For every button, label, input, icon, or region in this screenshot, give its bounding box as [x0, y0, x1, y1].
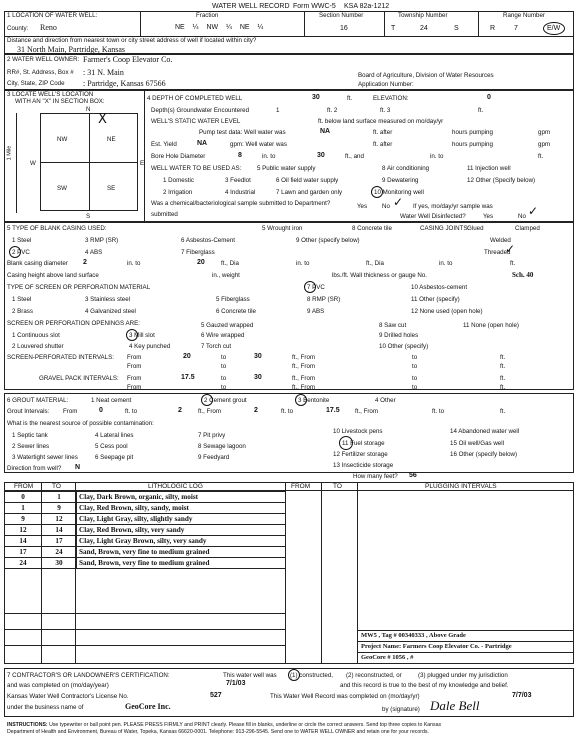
table-row — [5, 547, 286, 558]
use-11: 11 Injection well — [467, 165, 511, 172]
cert-line3a: Kansas Water Well Contractor's License No. — [7, 693, 129, 700]
county-value: Reno — [40, 23, 57, 32]
compass-s: S — [86, 213, 91, 220]
grout-ft-to-3: ft. to — [432, 408, 445, 415]
use-7: 7 Lawn and garden only — [276, 189, 343, 196]
blank-ft-3: ft. — [510, 260, 516, 267]
yield-gpm: gpm — [538, 141, 551, 148]
use-3: 3 Feedlot — [225, 177, 251, 184]
table-row — [5, 558, 286, 569]
log-from-cell: 14 — [5, 536, 42, 547]
src-11-circle — [339, 436, 353, 450]
how-many-feet-value: 56 — [409, 472, 417, 479]
grout-ft-to-2: ft. to — [281, 408, 294, 415]
grout-intervals-label: Grout Intervals: — [7, 408, 50, 415]
src-6: 6 Seepage pit — [95, 454, 134, 461]
casing-6: 6 Asbestos-Cement — [181, 237, 235, 244]
src-10: 10 Livestock pens — [333, 428, 383, 435]
openings-label: SCREEN OR PERFORATION OPENINGS ARE: — [7, 320, 140, 327]
static-level-label: WELL'S STATIC WATER LEVEL — [151, 118, 241, 125]
log-to-cell: 30 — [42, 558, 77, 569]
opening-8: 8 Saw cut — [379, 322, 407, 329]
casing-1: 1 Steel — [12, 237, 32, 244]
cert-by-signature: by (signature) — [382, 706, 420, 713]
elevation-label: ELEVATION: — [373, 95, 409, 102]
use-10: 10 Monitoring well — [374, 189, 424, 196]
grout-1: 1 Neat cement — [91, 397, 132, 404]
cert-line3b: This Water Well Record was completed on (mo/day/yr) — [270, 693, 420, 700]
screen-2: 2 Brass — [12, 308, 33, 315]
bore-in-to: in. to — [262, 153, 276, 160]
quadrant-sw: SW — [57, 185, 67, 192]
yield-hours: hours pumping — [452, 141, 493, 148]
section-5-casing — [4, 222, 574, 390]
use-5: 5 Public water supply — [257, 165, 316, 172]
bore-to-value: 30 — [317, 152, 325, 159]
src-2: 2 Sewer lines — [12, 443, 50, 450]
screen-5: 5 Fiberglass — [216, 296, 250, 303]
cert-license: 527 — [210, 692, 222, 699]
log-to-cell: 24 — [42, 547, 77, 558]
cert-line2b: and this record is true to the best of my knowledge and belief. — [340, 682, 509, 689]
pump-test-value: NA — [320, 128, 331, 135]
mile-label: 1 Mile — [6, 145, 13, 161]
use-12: 12 Other (Specify below) — [467, 177, 536, 184]
joints-welded: Welded — [490, 237, 511, 244]
use-2: 2 Irrigation — [163, 189, 193, 196]
board-label: Board of Agriculture, Division of Water Resources — [358, 72, 494, 79]
log-to-header: TO — [52, 483, 61, 490]
log-desc-cell: Clay, Light Gray Brown, silty, very sandy — [77, 536, 286, 547]
township-t: T — [391, 25, 396, 32]
instructions-line-1: INSTRUCTIONS: Use typewriter or ball point pen. PLEASE PRESS FIRMLY and PRINT clearly. Please fill in blanks, underline or circle the correct answers. Send top three copies to Kansas — [7, 722, 442, 728]
lithologic-log-table — [4, 491, 286, 569]
certification-label: 7 CONTRACTOR'S OR LANDOWNER'S CERTIFICATION: — [7, 672, 170, 679]
screen-11: 11 Other (specify) — [411, 296, 460, 303]
city-label: City, State, ZIP Code — [7, 80, 65, 87]
groundwater-1: 1 — [276, 107, 280, 114]
gp-ft-from-1: ft., From — [292, 375, 316, 382]
address-label: RR#, St. Address, Box # — [7, 69, 74, 76]
fraction-label: Fraction — [196, 12, 219, 19]
locate-label: 3 LOCATE WELL'S LOCATION — [7, 91, 94, 98]
joints-glued: Glued — [467, 225, 484, 232]
county-label: County: — [7, 25, 29, 32]
owner-label: 2 WATER WELL OWNER: — [7, 56, 80, 63]
opening-3-circle — [126, 329, 138, 341]
use-6: 6 Oil field water supply — [276, 177, 339, 184]
grout-to-2-value: 17.5 — [326, 407, 340, 414]
use-label: WELL WATER TO BE USED AS: — [151, 165, 242, 172]
direction-value: N — [75, 464, 81, 471]
section-number-value: 16 — [340, 25, 348, 32]
static-level-rest: ft. below land surface measured on mo/day/yr — [318, 118, 444, 125]
blank-in-to: in. to — [127, 260, 141, 267]
range-value: 7 — [514, 25, 518, 32]
blank-in-to-3: in. to — [439, 260, 453, 267]
log-note-project: Project Name: Farmers Coop Elevator Co. - Partridge — [361, 643, 512, 650]
log-to-cell: 9 — [42, 503, 77, 514]
gp-to-4: to — [412, 384, 418, 391]
gp-to-1-value: 30 — [254, 374, 262, 381]
cert-reconstructed: (2) reconstructed, or — [346, 672, 402, 679]
cert-line1a: This water well was — [223, 672, 277, 679]
contamination-label: What is the nearest source of possible contamination: — [7, 420, 154, 427]
log-desc-cell: Clay, Light Gray, silty, slightly sandy — [77, 514, 286, 525]
groundwater-label: Depth(s) Groundwater Encountered — [151, 107, 250, 114]
disinfected-no: No — [518, 213, 526, 220]
gp-to-3: to — [221, 384, 227, 391]
joints-label: CASING JOINTS: — [420, 225, 470, 232]
gp-from-1: From — [127, 375, 142, 382]
casing-label: 5 TYPE OF BLANK CASING USED: — [7, 225, 107, 232]
cert-plugged: (3) plugged under my jurisdiction — [418, 672, 508, 679]
yield-ft-after: ft. after — [373, 141, 393, 148]
address-value: : 31 N. Main — [83, 68, 124, 77]
sp-from-2: From — [127, 363, 142, 370]
sp-ft-from-1: ft., From — [292, 354, 316, 361]
cert-line4a: under the business name of — [7, 704, 84, 711]
gp-ft-4: ft. — [500, 384, 506, 391]
sp-from-1-value: 20 — [183, 353, 191, 360]
casing-8: 8 Concrete tile — [352, 225, 392, 232]
form-title: WATER WELL RECORD — [212, 3, 290, 10]
gp-to-2: to — [412, 375, 418, 382]
opening-1: 1 Continuous slot — [12, 332, 60, 339]
log-from-cell: 17 — [5, 547, 42, 558]
fraction-value: NE ¼ NW ¼ NE ¼ — [175, 24, 264, 31]
pump-test-label: Pump test data: Well water was — [199, 129, 286, 136]
bact-no-check: ✓ — [393, 195, 404, 209]
opening-2: 2 Louvered shutter — [12, 343, 64, 350]
use-8: 8 Air conditioning — [382, 165, 430, 172]
opening-6: 6 Wire wrapped — [201, 332, 245, 339]
opening-4: 4 Key punched — [129, 343, 171, 350]
src-1: 1 Septic tank — [12, 432, 48, 439]
casing-4: 4 ABS — [85, 249, 103, 256]
gp-from-2: From — [127, 384, 142, 391]
src-5: 5 Cess pool — [95, 443, 128, 450]
table-row — [5, 503, 286, 514]
screen-8: 8 RMP (SR) — [307, 296, 341, 303]
quadrant-nw: NW — [57, 136, 68, 143]
table-row — [5, 536, 286, 547]
sp-to-4: to — [412, 363, 418, 370]
disinfected-no-check: ✓ — [528, 204, 539, 218]
depth-label: 4 DEPTH OF COMPLETED WELL — [147, 95, 243, 102]
cert-date2: 7/7/03 — [512, 692, 532, 699]
groundwater-ft-3: ft. — [478, 107, 484, 114]
src-15: 15 Oil well/Gas well — [450, 440, 504, 447]
src-12: 12 Fertilizer storage — [333, 451, 388, 458]
log-desc-cell: Sand, Brown, very fine to medium grained — [77, 547, 286, 558]
range-w-circle — [543, 22, 565, 35]
sp-ft-4: ft. — [500, 363, 506, 370]
quadrant-se: SE — [107, 185, 116, 192]
compass-n: N — [86, 106, 91, 113]
grout-from-label: From — [63, 408, 78, 415]
quadrant-ne: NE — [107, 136, 116, 143]
owner-value: Farmer's Coop Elevator Co. — [83, 55, 173, 64]
grout-label: 6 GROUT MATERIAL: — [7, 397, 69, 404]
bore-value: 8 — [238, 152, 242, 159]
wall-thickness-label: lbs./ft. Wall thickness or gauge No. — [332, 272, 428, 279]
sp-from-1: From — [127, 354, 142, 361]
well-location-x: X — [98, 112, 107, 127]
src-16: 16 Other (specify below) — [450, 451, 518, 458]
screen-12: 12 None used (open hole) — [411, 308, 483, 315]
opening-11: 11 None (open hole) — [463, 322, 519, 329]
plug-intervals-header: PLUGGING INTERVALS — [425, 483, 497, 490]
section-number-label: Section Number — [319, 12, 364, 19]
src-14: 14 Abandoned water well — [450, 428, 520, 435]
bact-no: No — [382, 203, 390, 210]
cert-date1: 7/1/03 — [226, 680, 246, 687]
yield-rest: gpm: Well water was — [230, 141, 287, 148]
bact-yes: Yes — [357, 203, 368, 210]
how-many-feet-label: How many feet? — [353, 473, 398, 480]
cert-business: GeoCore Inc. — [125, 702, 171, 711]
use-10-circle — [371, 186, 383, 198]
log-from-header: FROM — [14, 483, 34, 490]
grout-from-value: 0 — [99, 407, 103, 414]
range-r: R — [490, 25, 496, 32]
src-11: 11 Fuel storage — [342, 440, 385, 447]
gp-ft-2: ft. — [500, 375, 506, 382]
disinfected-label: Water Well Disinfected? — [400, 213, 466, 220]
yield-value: NA — [197, 140, 208, 147]
joints-clamped: Clamped — [515, 225, 540, 232]
grout-ft-3: ft. — [500, 408, 506, 415]
plug-from-header: FROM — [291, 483, 311, 490]
use-9: 9 Dewatering — [382, 177, 419, 184]
blank-in-to-2: in. to — [296, 260, 310, 267]
casing-3: 3 RMP (SR) — [85, 237, 119, 244]
screen-material-label: TYPE OF SCREEN OR PERFORATION MATERIAL — [7, 284, 151, 291]
log-from-cell: 24 — [5, 558, 42, 569]
opening-10: 10 Other (specify) — [379, 343, 429, 350]
log-from-cell: 9 — [5, 514, 42, 525]
sp-to-2: to — [412, 354, 418, 361]
cert-line2a: and was completed on (mo/day/year) — [7, 682, 109, 689]
screen-1: 1 Steel — [12, 296, 32, 303]
threaded-check: ✓ — [505, 242, 516, 256]
opening-7: 7 Torch cut — [201, 343, 232, 350]
grout-from-2-value: 2 — [254, 407, 258, 414]
blank-diameter-value: 2 — [83, 259, 87, 266]
grout-ft-to: ft. to — [125, 408, 138, 415]
src-3: 3 Watertight sewer lines — [12, 454, 78, 461]
screen-7: 7 PVC — [307, 284, 325, 291]
bore-in-to-2: in. to — [430, 153, 444, 160]
form-number: Form WWC-5 — [293, 3, 336, 10]
groundwater-ft-1: ft. 2 — [327, 107, 338, 114]
src-7: 7 Pit privy — [198, 432, 226, 439]
log-to-cell: 17 — [42, 536, 77, 547]
blank-ft-dia-2: ft., Dia — [366, 260, 384, 267]
distance-value: 31 North Main, Partridge, Kansas — [17, 45, 125, 54]
opening-3: 3 Mill slot — [129, 332, 155, 339]
bore-and: ft., and — [345, 153, 364, 160]
elevation-value: 0 — [487, 94, 491, 101]
grout-4: 4 Other — [375, 397, 396, 404]
plug-to-header: TO — [333, 483, 342, 490]
casing-2: 2 PVC — [12, 249, 30, 256]
yield-label: Est. Yield — [151, 141, 177, 148]
casing-height-label: Casing height above land surface — [7, 272, 99, 279]
log-from-cell: 12 — [5, 525, 42, 536]
bore-ft: ft. — [538, 153, 544, 160]
log-to-cell: 12 — [42, 514, 77, 525]
casing-9: 9 Other (specify below) — [296, 237, 360, 244]
log-to-cell: 14 — [42, 525, 77, 536]
bact-submitted: submitted — [151, 211, 178, 218]
wall-thickness-value: Sch. 40 — [512, 271, 534, 279]
grout-2-circle — [201, 394, 213, 406]
src-9: 9 Feedyard — [198, 454, 230, 461]
location-label: 1 LOCATION OF WATER WELL: — [7, 12, 98, 19]
depth-value: 30 — [312, 94, 320, 101]
range-label: Range Number — [503, 12, 545, 19]
cert-constructed-circle — [288, 669, 300, 681]
log-from-cell: 0 — [5, 492, 42, 503]
disinfected-yes: Yes — [483, 213, 494, 220]
log-desc-cell: Clay, Red Brown, silty, very sandy — [77, 525, 286, 536]
pump-ft-after: ft. after — [373, 129, 393, 136]
city-value: : Partridge, Kansas 67566 — [83, 79, 166, 88]
bact-sample-label: Was a chemical/bacteriological sample submitted to Department? — [151, 200, 331, 207]
distance-label: Distance and direction from nearest town or city street address of well if located within city? — [7, 37, 257, 44]
use-1: 1 Domestic — [163, 177, 194, 184]
sp-ft-from-2: ft., From — [292, 363, 316, 370]
joints-threaded: Threaded — [484, 249, 511, 256]
log-note-geocore: GeoCore # 1056 , # — [361, 654, 414, 661]
opening-9: 9 Drilled holes — [379, 332, 419, 339]
pump-gpm: gpm — [538, 129, 551, 136]
casing-weight: in., weight — [212, 272, 240, 279]
screen-9: 9 ABS — [307, 308, 325, 315]
log-note-mw5: MW5 , Tag # 00340333 , Above Grade — [361, 632, 466, 639]
src-13: 13 Insecticide storage — [333, 462, 394, 469]
log-from-cell: 1 — [5, 503, 42, 514]
range-ew: E/W — [547, 25, 561, 32]
grout-to-value: 2 — [178, 407, 182, 414]
screen-6: 6 Concrete tile — [216, 308, 256, 315]
direction-label: Direction from well? — [7, 465, 62, 472]
grout-3: 3 Bentonite — [298, 397, 330, 404]
screen-4: 4 Galvanized steel — [85, 308, 136, 315]
township-label: Township Number — [398, 12, 448, 19]
signature: Dale Bell — [430, 698, 480, 713]
blank-diameter-label: Blank casing diameter — [7, 260, 68, 267]
screen-10: 10 Asbestos-cement — [411, 284, 468, 291]
grout-2: 2 Cement grout — [204, 397, 247, 404]
src-4: 4 Lateral lines — [95, 432, 134, 439]
casing-5: 5 Wrought iron — [262, 225, 303, 232]
grout-3-circle — [295, 394, 307, 406]
opening-5: 5 Gauzed wrapped — [201, 322, 254, 329]
log-desc-cell: Sand, Brown, very fine to medium grained — [77, 558, 286, 569]
casing-2-circle — [9, 246, 21, 258]
instructions-line-2: Department of Health and Environment, Bureau of Water, Topeka, Kansas 66620-0001. Telephone: 913-296-5545. Send one to WATER WELL OWNER and retain one for your records. — [7, 729, 429, 735]
form-ksa: KSA 82a-1212 — [344, 3, 390, 10]
sp-to-3: to — [221, 363, 227, 370]
township-value: 24 — [420, 25, 428, 32]
log-desc-cell: Clay, Red Brown, silty, sandy, moist — [77, 503, 286, 514]
table-row — [5, 514, 286, 525]
log-to-cell: 1 — [42, 492, 77, 503]
township-s: S — [454, 25, 459, 32]
sp-to-1: to — [221, 354, 227, 361]
gp-from-1-value: 17.5 — [181, 374, 195, 381]
gp-to-1: to — [221, 375, 227, 382]
casing-7: 7 Fiberglass — [181, 249, 215, 256]
blank-ft-dia: ft., Dia — [221, 260, 239, 267]
bore-label: Bore Hole Diameter — [151, 153, 206, 160]
table-row — [5, 525, 286, 536]
compass-e: E — [140, 160, 145, 167]
gravel-intervals-label: GRAVEL PACK INTERVALS: — [39, 375, 119, 382]
blank-to-value: 20 — [197, 259, 205, 266]
use-4: 4 Industrial — [225, 189, 256, 196]
grout-ft-from: ft., From — [198, 408, 222, 415]
application-number-label: Application Number: — [358, 81, 414, 88]
groundwater-ft-2: ft. 3 — [380, 107, 391, 114]
depth-ft: ft. — [347, 95, 353, 102]
log-desc-cell: Clay, Dark Brown, organic, silty, moist — [77, 492, 286, 503]
locate-label-2: WITH AN "X" IN SECTION BOX: — [15, 98, 105, 105]
compass-w: W — [30, 160, 36, 167]
gp-ft-from-2: ft., From — [292, 384, 316, 391]
src-8: 8 Sewage lagoon — [198, 443, 246, 450]
table-row — [5, 492, 286, 503]
cert-constructed: (1) constructed, — [290, 672, 333, 679]
pump-hours: hours pumping — [452, 129, 493, 136]
sp-to-1-value: 30 — [254, 353, 262, 360]
screen-7-circle — [304, 281, 316, 293]
log-litho-header: LITHOLOGIC LOG — [148, 483, 203, 490]
bact-if-yes: If yes, mo/day/yr sample was — [413, 203, 493, 210]
screen-intervals-label: SCREEN-PERFORATED INTERVALS: — [7, 354, 114, 361]
grout-ft-from-2: ft., From — [355, 408, 379, 415]
screen-3: 3 Stainless steel — [85, 296, 131, 303]
sp-ft-2: ft. — [500, 354, 506, 361]
